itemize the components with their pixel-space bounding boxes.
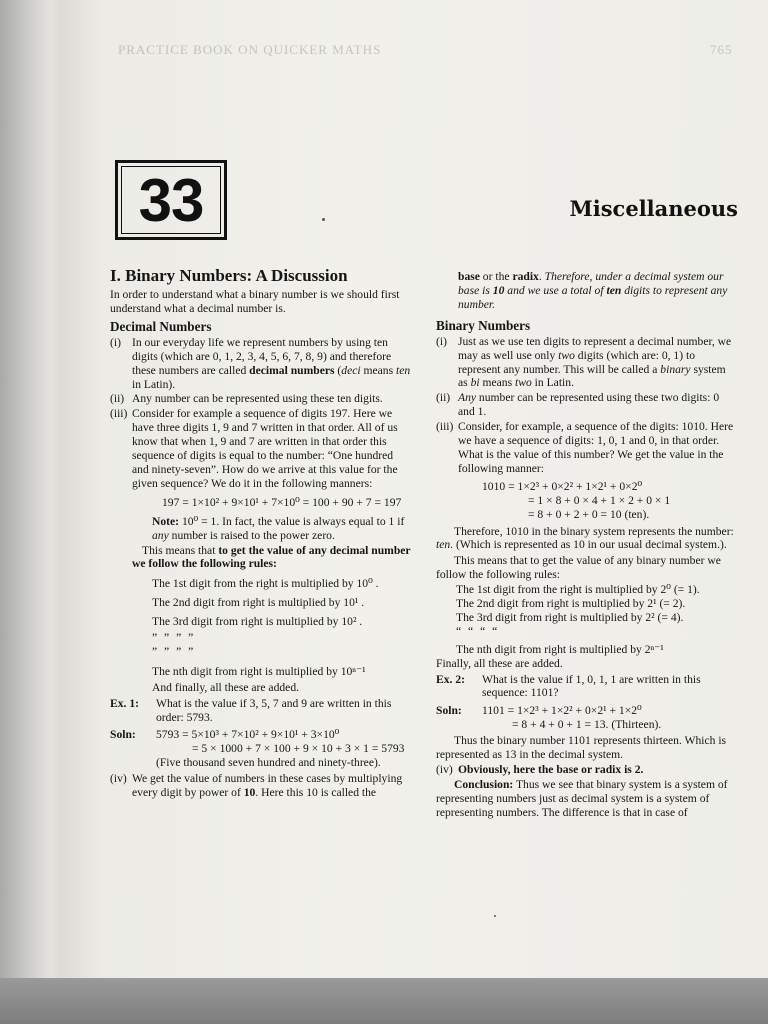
ditto-marks: ” ” ” ” bbox=[152, 644, 196, 658]
speck bbox=[322, 218, 325, 221]
bleed-through-header: PRACTICE BOOK ON QUICKER MATHS bbox=[118, 42, 382, 57]
speck bbox=[494, 915, 496, 917]
equation-line: 1010 = 1×2³ + 0×2² + 1×2¹ + 0×2⁰ bbox=[482, 479, 643, 493]
section-heading: I. Binary Numbers: A Discussion bbox=[110, 266, 348, 285]
finally-line: And finally, all these are added. bbox=[152, 680, 300, 694]
item-text: We get the value of numbers in these cases by multiplying every digit by power of 10. Here this 10 is called the bbox=[132, 772, 403, 800]
item-number: (iv) bbox=[436, 763, 453, 776]
item-text: Consider for example a sequence of digits 197. Here we have three digits 1, 9 and 7 written in that order. All of us know that when 1, 9 and 7 are written in that order this sequence of digits is equal to the number: “One hundred and ninety-seven”. How do we arrive at this value for the given sequence? We do it in the following manners: bbox=[132, 407, 398, 490]
list-item bbox=[436, 763, 738, 777]
item-text: Consider, for example, a sequence of the digits: 1010. Here we have a sequence of digits: 1, 0, 1 and 0, in that order. What is the value of this number? We get the value in the following manner: bbox=[458, 420, 734, 475]
item-text: Any number can be represented using these ten digits. bbox=[132, 392, 383, 406]
solution-label: Soln: bbox=[436, 704, 462, 718]
item-text: Obviously, here the base or radix is 2. bbox=[458, 763, 644, 776]
item-text: Any number can be represented using these two digits: 0 and 1. bbox=[458, 391, 720, 419]
example-2 bbox=[436, 673, 738, 701]
solution-1 bbox=[110, 728, 412, 770]
example-1 bbox=[110, 697, 412, 725]
decimal-heading: Decimal Numbers bbox=[110, 318, 212, 334]
binary-rule-n: The nth digit from right is multiplied by 2ⁿ⁻¹ bbox=[456, 642, 664, 656]
therefore-paragraph: Therefore, 1010 in the binary system represents the number: ten. (Which is represented as 10 in our usual decimal system.). bbox=[436, 524, 734, 552]
item-text: Just as we use ten digits to represent a decimal number, we may as well use only two digits (which are: 0, 1) to represent any number. This will be called a binary system as bi means two in Latin. bbox=[458, 334, 732, 390]
item-number: (i) bbox=[110, 335, 121, 349]
example-text: What is the value if 1, 0, 1, 1 are written in this sequence: 1101? bbox=[482, 672, 701, 700]
list-item bbox=[436, 391, 738, 419]
solution-text: 1101 = 1×2³ + 1×2² + 0×2¹ + 1×2⁰ = 8 + 4 + 0 + 1 = 13. (Thirteen). bbox=[482, 704, 662, 732]
list-item bbox=[436, 420, 738, 476]
binary-rule-1: The 1st digit from the right is multiplied by 2⁰ (= 1). bbox=[456, 583, 700, 597]
chapter-title: Miscellaneous bbox=[569, 196, 738, 221]
conclusion-paragraph: Conclusion: Thus we see that binary system is a system of representing numbers just as decimal system is a system of representing numbers. The difference is that in case of bbox=[436, 777, 728, 819]
example-label: Ex. 2: bbox=[436, 672, 465, 686]
item-number: (iii) bbox=[110, 407, 128, 421]
list-item bbox=[110, 772, 412, 800]
equation-197: 197 = 1×10² + 9×10¹ + 7×10⁰ = 100 + 90 + 7 = 197 bbox=[162, 495, 402, 509]
bleed-through-page-number: 765 bbox=[710, 42, 733, 57]
scan-bottom-strip bbox=[0, 978, 768, 1024]
item-number: (iii) bbox=[436, 420, 454, 434]
item-number: (ii) bbox=[110, 392, 125, 406]
list-item bbox=[110, 407, 412, 490]
item-number: (i) bbox=[436, 334, 447, 348]
rule-n: The nth digit from right is multiplied by 10ⁿ⁻¹ bbox=[152, 664, 366, 678]
rule-3: The 3rd digit from right is multiplied by 10² . bbox=[152, 615, 363, 629]
equation-line: = 1 × 8 + 0 × 4 + 1 × 2 + 0 × 1 bbox=[528, 493, 671, 507]
intro-paragraph: In order to understand what a binary number is we should first understand what a decimal number is. bbox=[110, 288, 400, 315]
list-item bbox=[436, 335, 738, 391]
solution-label: Soln: bbox=[110, 728, 136, 742]
list-item bbox=[110, 336, 412, 392]
binary-heading: Binary Numbers bbox=[436, 317, 531, 333]
list-item bbox=[110, 392, 412, 406]
solution-text: 5793 = 5×10³ + 7×10² + 9×10¹ + 3×10⁰ = 5 × 1000 + 7 × 100 + 9 × 10 + 3 × 1 = 5793 (Five thousand seven hundred and ninety-three). bbox=[156, 728, 405, 770]
solution-2 bbox=[436, 704, 738, 732]
thus-paragraph: Thus the binary number 1101 represents thirteen. Which is represented as 13 in the decimal system. bbox=[436, 734, 727, 762]
rule-1: The 1st digit from the right is multiplied by 10⁰ . bbox=[152, 577, 379, 591]
chapter-number-box bbox=[115, 160, 227, 240]
note: Note: 10⁰ = 1. In fact, the value is always equal to 1 if any number is raised to the power zero. bbox=[152, 514, 405, 542]
binary-finally: Finally, all these are added. bbox=[436, 656, 563, 670]
item-number: (iv) bbox=[110, 772, 127, 786]
item-text: In our everyday life we represent numbers by using ten digits (which are 0, 1, 2, 3, 4, 5, 6, 7, 8, 9) and therefore these numbers are called decimal numbers (deci means ten in Latin). bbox=[132, 335, 411, 391]
means-paragraph: This means that to get the value of any decimal number we follow the following rules: bbox=[132, 543, 411, 571]
base-radix-paragraph: base or the radix. Therefore, under a decimal system our base is 10 and we use a total of ten digits to represent any number. bbox=[458, 270, 728, 311]
rule-2: The 2nd digit from right is multiplied by 10¹ . bbox=[152, 596, 365, 610]
equation-line: = 8 + 0 + 2 + 0 = 10 (ten). bbox=[528, 507, 650, 521]
example-label: Ex. 1: bbox=[110, 696, 139, 710]
binary-rule-3: The 3rd digit from right is multiplied by 2² (= 4). bbox=[456, 610, 684, 624]
chapter-number: 33 bbox=[121, 166, 221, 234]
binary-rule-2: The 2nd digit from right is multiplied by 2¹ (= 2). bbox=[456, 597, 686, 611]
example-text: What is the value if 3, 5, 7 and 9 are written in this order: 5793. bbox=[156, 696, 392, 724]
book-page bbox=[60, 0, 768, 978]
left-column bbox=[110, 266, 412, 801]
ditto-marks: “ “ “ “ bbox=[456, 624, 500, 638]
right-column bbox=[436, 270, 738, 821]
ditto-marks: ” ” ” ” bbox=[152, 631, 196, 645]
binary-equation bbox=[436, 480, 738, 522]
binary-means-paragraph: This means that to get the value of any binary number we follow the following rules: bbox=[436, 554, 721, 582]
item-number: (ii) bbox=[436, 391, 451, 405]
